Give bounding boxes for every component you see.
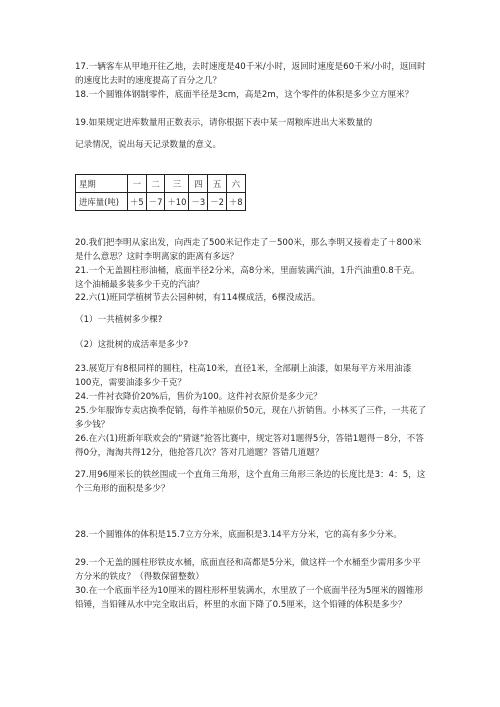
grain-storage-table [75,174,246,211]
table-cell: －3 [189,193,208,211]
question-24: 24.一件衬衣降价20%后，售价为100。这件衬衣原价是多少元？ [75,392,322,402]
question-20: 20.我们把李明从家出发，向西走了500米记作走了－500米，那么李明又接着走了＋800米是什么意思？这时李明离家的距离有多远？ [75,238,422,263]
table-header-cell: 六 [226,175,245,193]
table-header-cell: 一 [128,175,147,193]
table-row-label: 进库量(吨) [76,193,128,211]
question-22: 22.六(1)班同学植树节去公园种树，有114棵成活，6棵没成活。 [75,293,321,303]
table-header-cell: 五 [208,175,227,193]
table-header-cell: 二 [146,175,165,193]
question-22-part-1: （1）一共植树多少棵? [75,315,163,325]
question-30: 30.在一个底面半径为10厘米的圆柱形杯里装满水，水里放了一个底面半径为5厘米的圆锥形铅锤，当铅锤从水中完全取出后，杯里的水面下降了0.5厘米，这个铅锤的体积是多少？ [75,586,424,611]
table-cell: －2 [208,193,227,211]
question-28: 28.一个圆锥体的体积是15.7立方分米，底面积是3.14平方分米，它的高有多少分米。 [75,530,402,540]
question-18: 18.一个圆锥体钢制零件，底面半径是3cm，高是2m，这个零件的体积是多少立方厘米？ [75,90,414,100]
question-26: 26.在六(1)班新年联欢会的“猜谜”抢答比赛中，规定答对1题得5分，答错1题得－8分，不答得0分，淘淘共得12分，他抢答几次？答对几道题？答错几道题？ [75,434,424,459]
table-header-cell: 三 [165,175,189,193]
question-29: 29.一个无盖的圆柱形铁皮水桶，底面直径和高都是5分米，做这样一个水桶至少需用多少平方分米的铁皮？（得数保留整数） [75,558,421,583]
question-27: 27.用96厘米长的铁丝围成一个直角三角形，这个直角三角形三条边的长度比是3：4：5，这个三角形的面积是多少？ [75,470,426,495]
table-header-cell: 四 [189,175,208,193]
question-25: 25.少年服饰专卖店换季促销，每件羊袖原价50元，现在八折销售。小林买了三件，一共花了多少钱？ [75,406,427,431]
question-17: 17.一辆客车从甲地开往乙地，去时速度是40千米/小时，返回时速度是60千米/小时，返回时的速度比去时的速度提高了百分之几？ [75,62,426,87]
table-header-cell: 星期 [76,175,128,193]
table-cell: ＋10 [165,193,189,211]
table-cell: ＋5 [128,193,147,211]
question-21: 21.一个无盖圆柱形油桶，底面半径2分米，高8分米，里面装满汽油，1升汽油重0.8千克。这个油桶最多装多少千克的汽油？ [75,266,420,291]
question-19: 19.如果规定进库数量用正数表示，请你根据下表中某一周粮库进出大米数量的 [75,118,373,128]
table-header-row [76,175,246,193]
table-row [76,193,246,211]
table-cell: ＋8 [226,193,245,211]
question-22-part-2: （2）这批树的成活率是多少? [75,340,189,350]
question-23: 23.展览厅有8根同样的圆柱，柱高10米，直径1米，全部刷上油漆，如果每平方米用油漆100克，需要油漆多少千克？ [75,364,412,389]
question-19-continued: 记录情况，说出每天记录数量的意义。 [75,140,222,150]
table-cell: －7 [146,193,165,211]
